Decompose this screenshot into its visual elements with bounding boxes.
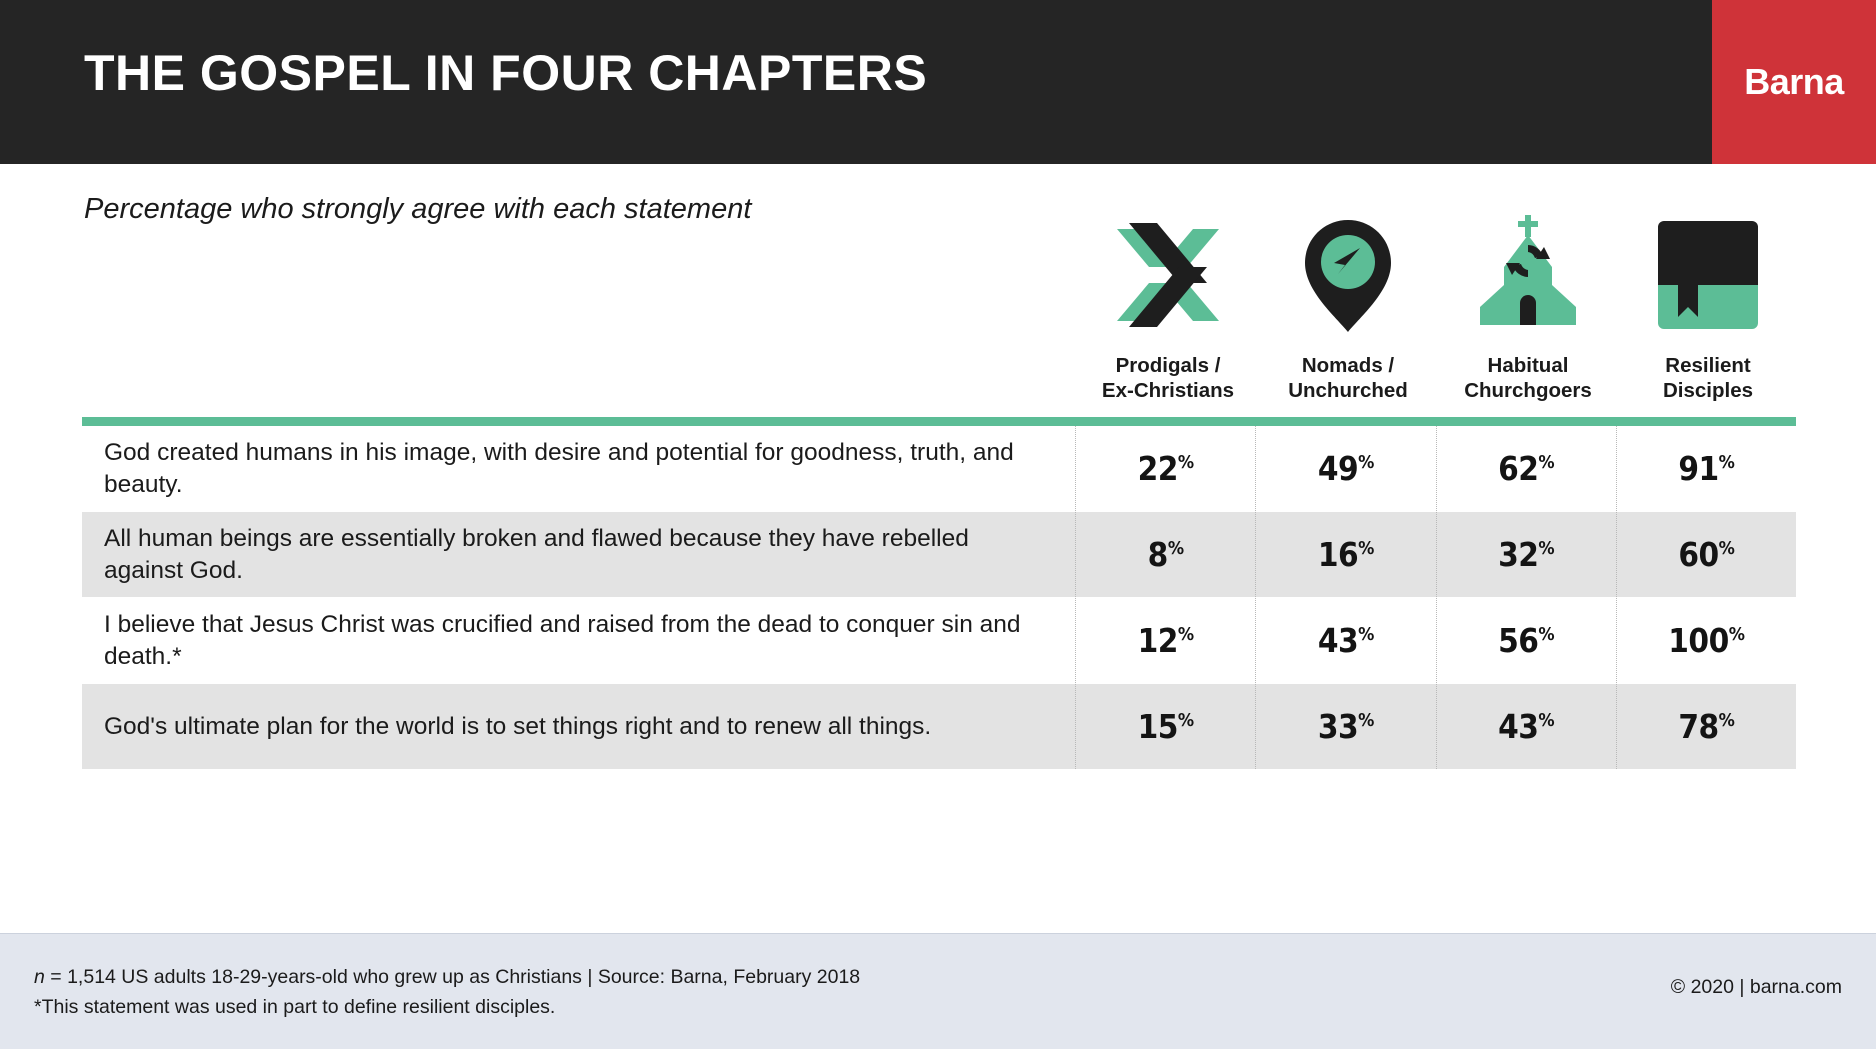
column-header-label: Resilient Disciples: [1662, 354, 1754, 402]
footnote-line-1: n = 1,514 US adults 18-29-years-old who grew up as Christians | Source: Barna, February 2018: [34, 966, 861, 988]
value-cell: 16%: [1256, 512, 1436, 597]
page-title: THE GOSPEL IN FOUR CHAPTERS: [84, 45, 928, 101]
row-values: [1076, 684, 1796, 769]
value-cell: 12%: [1076, 598, 1256, 683]
brand-logo-text: Barna: [1744, 61, 1844, 102]
value-cell: 43%: [1437, 684, 1617, 769]
table-top-rule: [82, 417, 1796, 426]
subtitle: Percentage who strongly agree with each statement: [84, 193, 752, 225]
footnote: [34, 962, 860, 1022]
percent-symbol: %: [1358, 538, 1374, 559]
column-header-nomads: [1258, 188, 1438, 403]
table-row: [82, 512, 1796, 598]
value-cell: 32%: [1437, 512, 1617, 597]
percent-symbol: %: [1167, 538, 1184, 559]
row-values: [1076, 426, 1796, 511]
value-cell: 49%: [1256, 426, 1436, 511]
column-headers: [1078, 188, 1798, 403]
column-header-label: Nomads / Unchurched: [1288, 354, 1408, 402]
percent-symbol: %: [1538, 452, 1555, 473]
sample-size-symbol: n: [34, 966, 45, 988]
value-cell: 22%: [1076, 426, 1256, 511]
column-header-habitual: [1438, 188, 1618, 403]
percent-symbol: %: [1728, 624, 1745, 645]
data-table: [82, 417, 1796, 770]
value-cell: 8%: [1076, 512, 1256, 597]
percent-symbol: %: [1718, 538, 1735, 559]
row-values: [1076, 512, 1796, 597]
percent-symbol: %: [1177, 452, 1194, 473]
column-header-resilient: [1618, 188, 1798, 403]
value-cell: 33%: [1256, 684, 1436, 769]
bible-bookmark-icon: [1652, 211, 1764, 341]
percent-symbol: %: [1177, 624, 1194, 645]
table-row: [82, 426, 1796, 512]
value-cell: 43%: [1256, 598, 1436, 683]
percent-symbol: %: [1538, 710, 1555, 731]
row-statement: I believe that Jesus Christ was crucified and raised from the dead to conquer sin and death.*: [82, 598, 1076, 683]
value-cell: 91%: [1678, 449, 1735, 488]
percent-symbol: %: [1177, 710, 1194, 731]
row-values: [1076, 598, 1796, 683]
column-header-prodigals: [1078, 188, 1258, 403]
brand-logo: [1712, 0, 1876, 164]
percent-symbol: %: [1718, 710, 1735, 731]
percent-symbol: %: [1718, 452, 1735, 473]
value-cell: 78%: [1678, 707, 1735, 746]
value-cell: 15%: [1076, 684, 1256, 769]
row-statement: God created humans in his image, with desire and potential for goodness, truth, and beauty.: [82, 426, 1076, 511]
footnote-line-2: *This statement was used in part to define resilient disciples.: [34, 996, 556, 1019]
map-pin-navigation-icon: [1298, 211, 1398, 341]
row-statement: All human beings are essentially broken and flawed because they have rebelled against God.: [82, 512, 1076, 597]
value-cell: 100%: [1668, 621, 1745, 660]
column-header-label: Habitual Churchgoers: [1464, 354, 1592, 402]
x-mark-icon: [1109, 211, 1227, 341]
column-header-label: Prodigals / Ex-Christians: [1101, 354, 1235, 402]
percent-symbol: %: [1538, 624, 1555, 645]
row-statement: God's ultimate plan for the world is to set things right and to renew all things.: [82, 684, 1076, 769]
value-cell: 60%: [1678, 535, 1735, 574]
header-bar: [0, 0, 1876, 164]
table-row: [82, 684, 1796, 770]
copyright: © 2020 | barna.com: [1670, 976, 1842, 998]
percent-symbol: %: [1358, 452, 1374, 473]
value-cell: 56%: [1437, 598, 1617, 683]
percent-symbol: %: [1538, 538, 1555, 559]
table-row: [82, 598, 1796, 684]
percent-symbol: %: [1358, 710, 1374, 731]
percent-symbol: %: [1358, 624, 1374, 645]
value-cell: 62%: [1437, 426, 1617, 511]
footer-bar: [0, 933, 1876, 1049]
church-refresh-icon: [1466, 211, 1590, 341]
